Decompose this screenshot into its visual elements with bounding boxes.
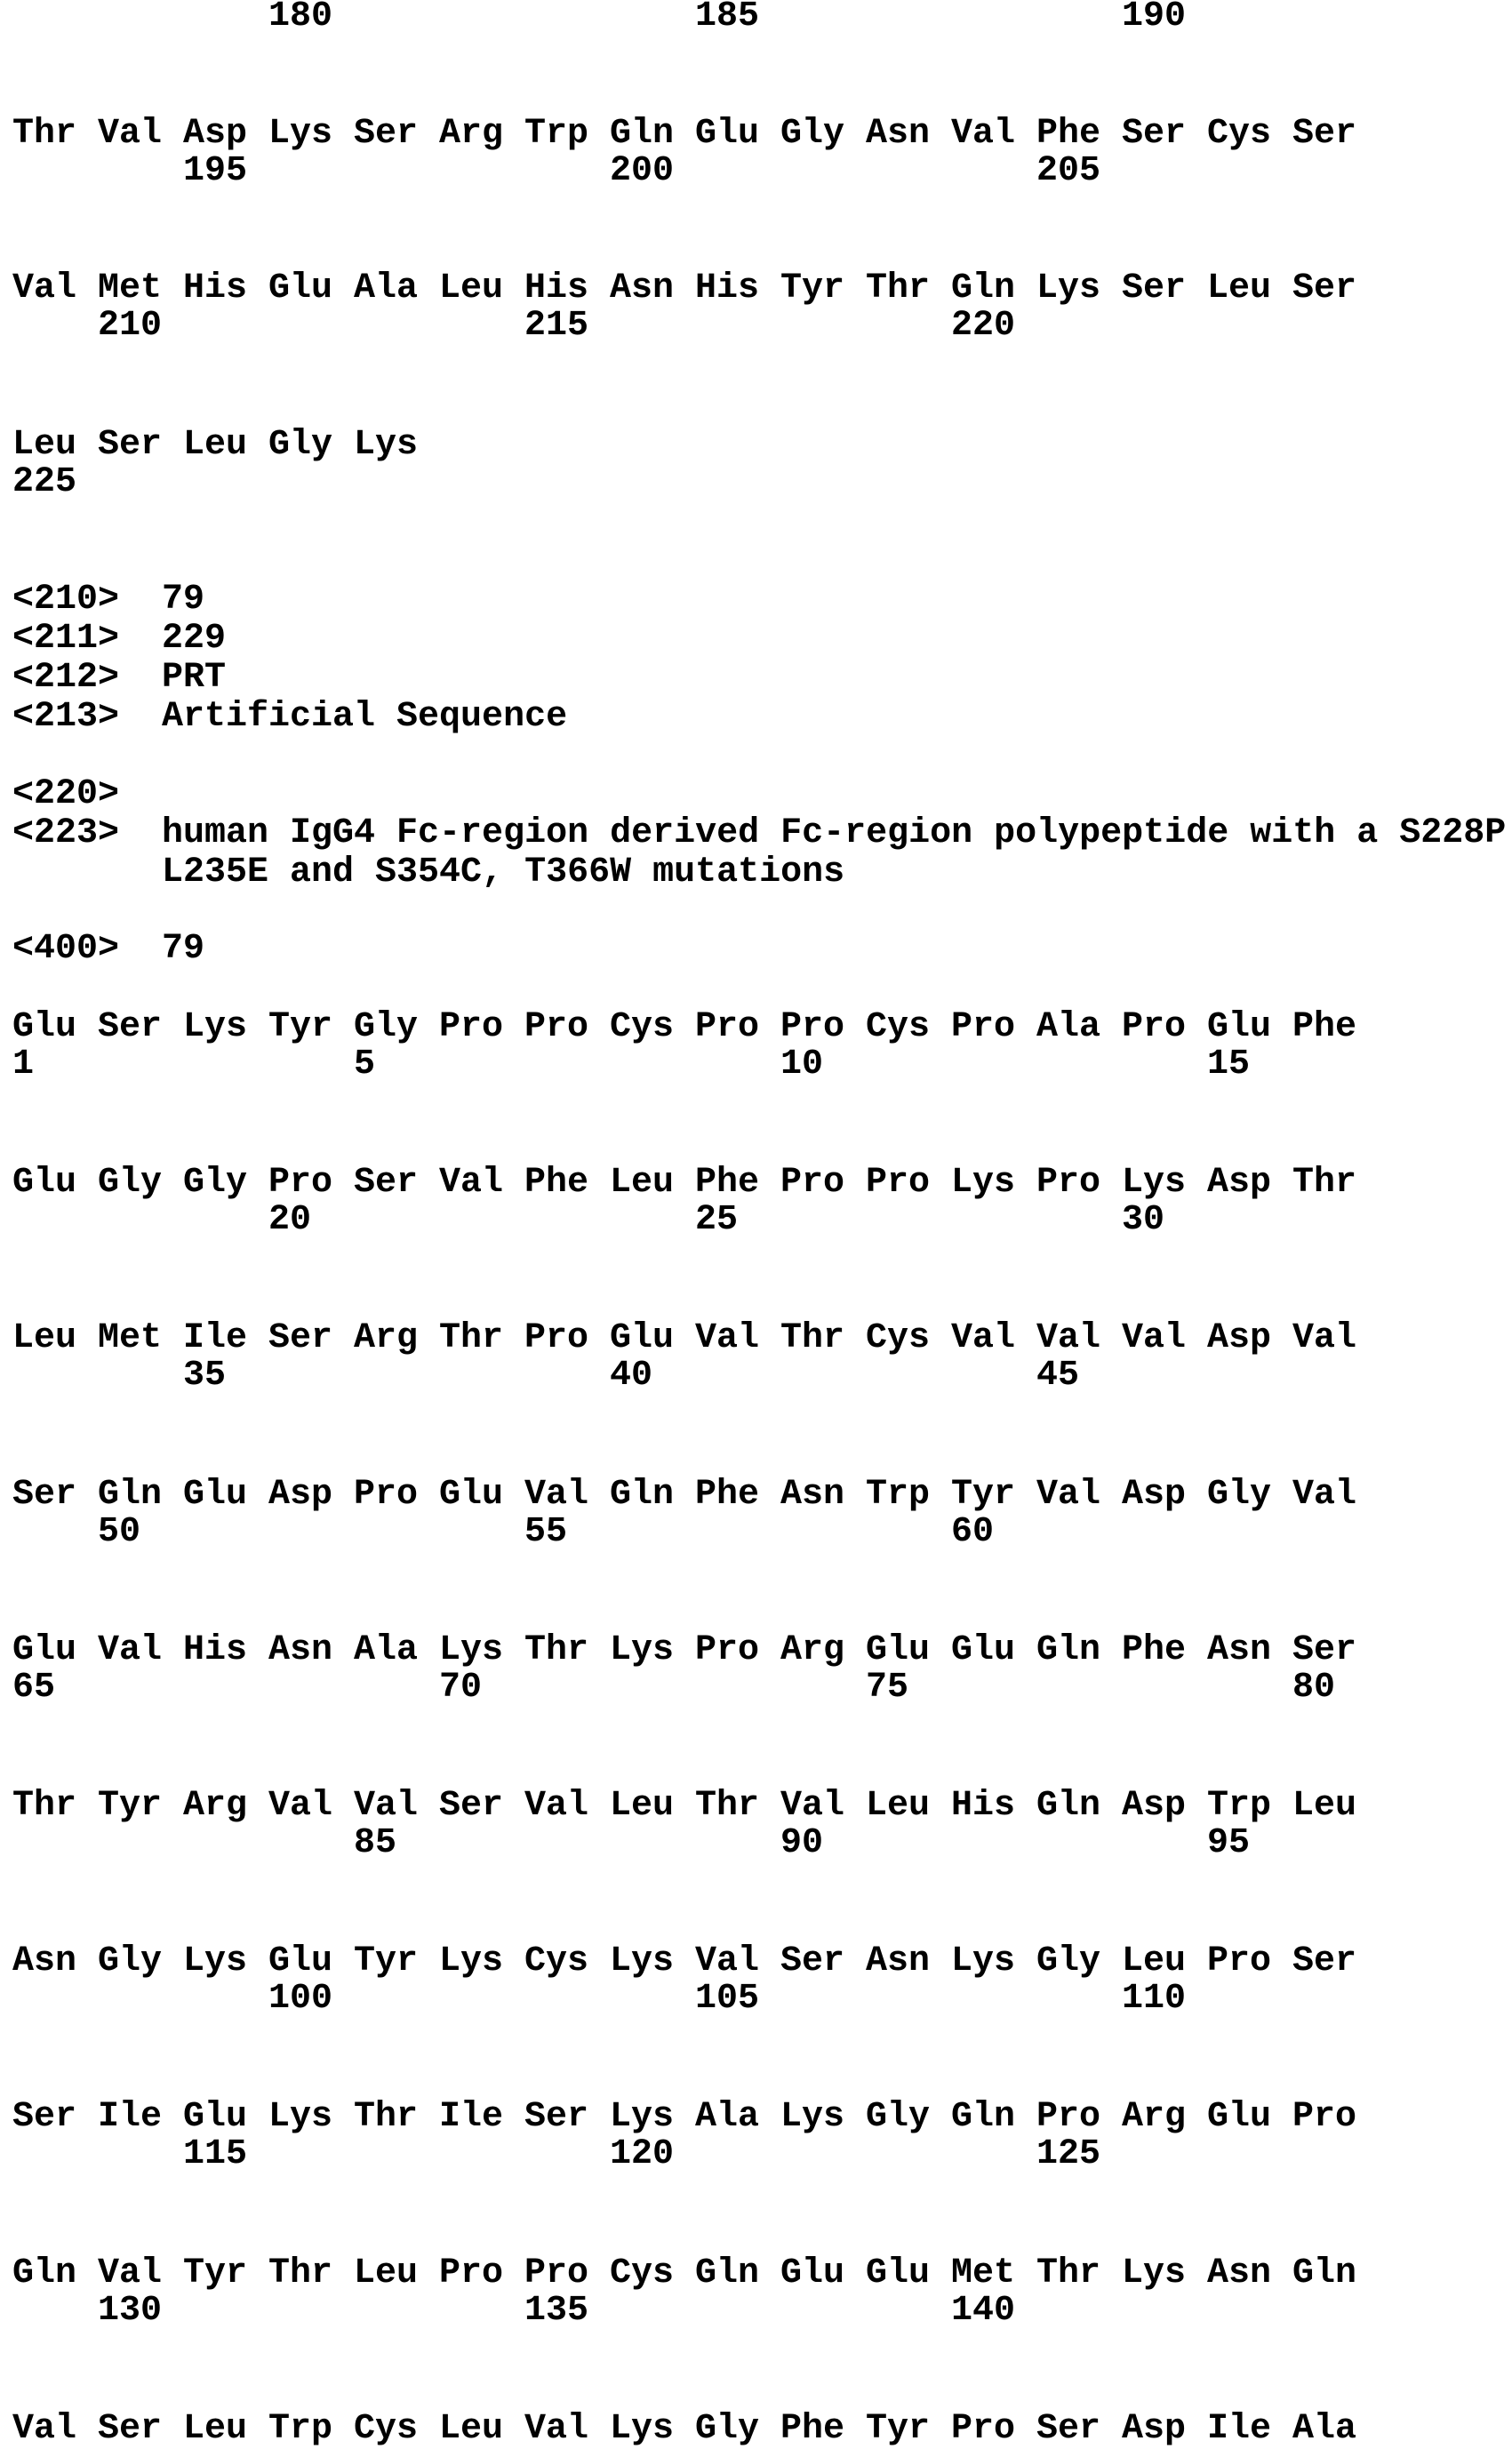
residue: Ser <box>1292 1631 1378 1670</box>
residue: Gly <box>1207 1476 1292 1515</box>
residue: Gly <box>98 1164 183 1203</box>
metadata-value: human IgG4 Fc-region derived Fc-region polypeptide with a S228P <box>162 813 1506 853</box>
residue-number: 180 <box>268 0 332 36</box>
residue: Lys <box>610 1631 695 1670</box>
residue: Asp <box>1207 1164 1292 1203</box>
residue: Lys <box>354 426 439 465</box>
residue: Asp <box>1122 1787 1207 1826</box>
residue: Pro <box>1292 2098 1378 2137</box>
residue: Val <box>524 1787 610 1826</box>
residue: Gln <box>610 1476 695 1515</box>
residue: Lys <box>951 1942 1036 1981</box>
residue: Val <box>98 1631 183 1670</box>
residue-number: 100 <box>268 1980 332 2019</box>
residue: Ser <box>12 1476 98 1515</box>
residue: Cys <box>866 1319 951 1358</box>
residue: Asn <box>1207 1631 1292 1670</box>
residue: Gln <box>1036 1787 1122 1826</box>
metadata-line <box>12 930 204 969</box>
metadata-tag: <212> <box>12 659 162 698</box>
residue: Leu <box>439 2410 524 2449</box>
residue: His <box>951 1787 1036 1826</box>
residue: Leu <box>183 2410 268 2449</box>
residue: Tyr <box>183 2254 268 2293</box>
residue: Gln <box>1036 1631 1122 1670</box>
residue: Gly <box>695 2410 780 2449</box>
residue-number: 35 <box>183 1357 226 1396</box>
residue-number: 85 <box>354 1824 396 1863</box>
residue: Cys <box>610 1008 695 1047</box>
residue: Met <box>951 2254 1036 2293</box>
residue: Pro <box>524 1008 610 1047</box>
residue-number: 30 <box>1122 1201 1164 1240</box>
sequence-row <box>12 1319 1378 1358</box>
residue: Ile <box>98 2098 183 2137</box>
residue: Ser <box>439 1787 524 1826</box>
residue: Arg <box>1122 2098 1207 2137</box>
metadata-tag: <223> <box>12 814 162 853</box>
residue-number: 5 <box>354 1045 375 1084</box>
residue: Met <box>98 1319 183 1358</box>
residue: Lys <box>610 1942 695 1981</box>
sequence-row <box>12 269 1378 308</box>
residue: Tyr <box>866 2410 951 2449</box>
residue: Glu <box>183 1476 268 1515</box>
residue-number: 130 <box>98 2292 162 2331</box>
metadata-tag: <213> <box>12 698 162 737</box>
residue: Val <box>354 1787 439 1826</box>
metadata-line <box>12 814 1506 853</box>
residue-number: 185 <box>695 0 759 36</box>
residue: Ser <box>524 2098 610 2137</box>
residue: Lys <box>1122 1164 1207 1203</box>
residue: Lys <box>183 1942 268 1981</box>
residue: Glu <box>866 1631 951 1670</box>
residue: Asp <box>1122 1476 1207 1515</box>
residue: Tyr <box>268 1008 354 1047</box>
residue: Ala <box>354 269 439 308</box>
residue: Leu <box>1122 1942 1207 1981</box>
residue: Ser <box>98 1008 183 1047</box>
residue: Gly <box>1036 1942 1122 1981</box>
residue: Asn <box>866 115 951 154</box>
residue: Lys <box>780 2098 866 2137</box>
residue: Pro <box>1036 2098 1122 2137</box>
residue: Arg <box>354 1319 439 1358</box>
residue-number: 125 <box>1036 2135 1100 2174</box>
residue: Thr <box>439 1319 524 1358</box>
residue: Trp <box>268 2410 354 2449</box>
residue: Pro <box>1036 1164 1122 1203</box>
residue: Pro <box>439 1008 524 1047</box>
residue: Ser <box>1122 115 1207 154</box>
residue: Val <box>1036 1319 1122 1358</box>
residue: Leu <box>610 1787 695 1826</box>
residue: Arg <box>439 115 524 154</box>
residue: Leu <box>12 1319 98 1358</box>
residue: Ser <box>1292 1942 1378 1981</box>
residue: Asn <box>1207 2254 1292 2293</box>
residue: Phe <box>1122 1631 1207 1670</box>
residue: Cys <box>1207 115 1292 154</box>
residue: Leu <box>866 1787 951 1826</box>
residue: Gln <box>12 2254 98 2293</box>
residue: Leu <box>12 426 98 465</box>
sequence-row <box>12 1008 1378 1047</box>
metadata-tag: <210> <box>12 580 162 620</box>
residue: Cys <box>354 2410 439 2449</box>
residue: Pro <box>951 2410 1036 2449</box>
residue: Pro <box>951 1008 1036 1047</box>
residue-number: 90 <box>780 1824 823 1863</box>
residue: Pro <box>524 1319 610 1358</box>
residue-number: 60 <box>951 1513 994 1552</box>
residue: Leu <box>354 2254 439 2293</box>
residue: Val <box>524 1476 610 1515</box>
residue: Glu <box>610 1319 695 1358</box>
residue: Val <box>695 1319 780 1358</box>
residue: Glu <box>866 2254 951 2293</box>
residue-number: 1 <box>12 1045 34 1084</box>
residue: Val <box>524 2410 610 2449</box>
residue: Thr <box>866 269 951 308</box>
residue: Val <box>780 1787 866 1826</box>
residue: Lys <box>183 1008 268 1047</box>
residue: Val <box>98 2254 183 2293</box>
residue-number: 105 <box>695 1980 759 2019</box>
residue: Pro <box>866 1164 951 1203</box>
residue: Pro <box>695 1008 780 1047</box>
metadata-line <box>12 580 204 620</box>
residue: Phe <box>780 2410 866 2449</box>
residue: Lys <box>610 2410 695 2449</box>
residue-number: 20 <box>268 1201 311 1240</box>
residue: Ala <box>695 2098 780 2137</box>
residue: Glu <box>12 1164 98 1203</box>
residue-number: 200 <box>610 152 674 191</box>
residue: Val <box>1292 1319 1378 1358</box>
residue: Glu <box>1207 1008 1292 1047</box>
residue: Gln <box>98 1476 183 1515</box>
residue: Thr <box>12 1787 98 1826</box>
residue: Thr <box>1036 2254 1122 2293</box>
residue: Val <box>1036 1476 1122 1515</box>
residue: Ala <box>354 1631 439 1670</box>
metadata-value: 79 <box>162 580 204 620</box>
residue: Pro <box>1207 1942 1292 1981</box>
residue: Asn <box>780 1476 866 1515</box>
residue: Pro <box>268 1164 354 1203</box>
sequence-row <box>12 1942 1378 1981</box>
residue-number: 45 <box>1036 1357 1079 1396</box>
residue: Glu <box>780 2254 866 2293</box>
residue: Thr <box>268 2254 354 2293</box>
residue: Thr <box>524 1631 610 1670</box>
residue: Val <box>12 269 98 308</box>
residue: Val <box>951 1319 1036 1358</box>
residue: Cys <box>610 2254 695 2293</box>
residue-number: 65 <box>12 1669 55 1708</box>
residue-number: 140 <box>951 2292 1015 2331</box>
residue: Phe <box>695 1476 780 1515</box>
residue: Ser <box>1036 2410 1122 2449</box>
residue-number: 50 <box>98 1513 140 1552</box>
residue: Glu <box>183 2098 268 2137</box>
residue: Val <box>268 1787 354 1826</box>
residue-number: 75 <box>866 1669 908 1708</box>
residue: Lys <box>439 1942 524 1981</box>
residue: Pro <box>780 1008 866 1047</box>
residue: Gly <box>866 2098 951 2137</box>
residue: Tyr <box>951 1476 1036 1515</box>
residue: Tyr <box>780 269 866 308</box>
residue: Ser <box>268 1319 354 1358</box>
residue: Glu <box>951 1631 1036 1670</box>
residue: Trp <box>1207 1787 1292 1826</box>
residue: Tyr <box>354 1942 439 1981</box>
sequence-row <box>12 1631 1378 1670</box>
residue: Gly <box>354 1008 439 1047</box>
residue: Glu <box>1207 2098 1292 2137</box>
sequence-row <box>12 426 439 465</box>
residue-number: 95 <box>1207 1824 1250 1863</box>
metadata-tag: <400> <box>12 930 162 969</box>
residue: Ser <box>98 426 183 465</box>
residue: Ser <box>354 1164 439 1203</box>
residue: Pro <box>439 2254 524 2293</box>
residue: Glu <box>268 269 354 308</box>
residue: Cys <box>524 1942 610 1981</box>
sequence-row <box>12 1787 1378 1826</box>
residue: Asp <box>1122 2410 1207 2449</box>
residue: Cys <box>866 1008 951 1047</box>
residue: His <box>183 1631 268 1670</box>
residue-number: 225 <box>12 463 76 502</box>
metadata-line <box>12 775 162 814</box>
sequence-row <box>12 2410 1378 2449</box>
residue: His <box>524 269 610 308</box>
residue: Ala <box>1036 1008 1122 1047</box>
residue: Lys <box>1122 2254 1207 2293</box>
residue: Leu <box>439 269 524 308</box>
residue: Lys <box>610 2098 695 2137</box>
residue: Ser <box>12 2098 98 2137</box>
residue: Phe <box>524 1164 610 1203</box>
metadata-tag: <211> <box>12 620 162 659</box>
sequence-row <box>12 2098 1378 2137</box>
residue: Arg <box>183 1787 268 1826</box>
residue-number: 195 <box>183 152 247 191</box>
residue-number: 190 <box>1122 0 1186 36</box>
residue: Glu <box>12 1631 98 1670</box>
residue: Thr <box>695 1787 780 1826</box>
residue: Val <box>439 1164 524 1203</box>
residue-number: 205 <box>1036 152 1100 191</box>
residue: Glu <box>439 1476 524 1515</box>
residue: Ile <box>1207 2410 1292 2449</box>
residue: Gln <box>610 115 695 154</box>
metadata-tag: <220> <box>12 775 162 814</box>
residue-number: 110 <box>1122 1980 1186 2019</box>
residue: Val <box>1292 1476 1378 1515</box>
residue: Tyr <box>98 1787 183 1826</box>
residue: Val <box>98 115 183 154</box>
sequence-row <box>12 115 1378 154</box>
residue: Thr <box>1292 1164 1378 1203</box>
residue-number: 120 <box>610 2135 674 2174</box>
residue: Asn <box>268 1631 354 1670</box>
residue: Gln <box>951 269 1036 308</box>
residue: Pro <box>695 1631 780 1670</box>
residue: Arg <box>780 1631 866 1670</box>
residue: Phe <box>695 1164 780 1203</box>
residue-number: 80 <box>1292 1669 1335 1708</box>
metadata-value: 229 <box>162 619 226 659</box>
residue: Ile <box>439 2098 524 2137</box>
residue: Val <box>1122 1319 1207 1358</box>
metadata-value: PRT <box>162 658 226 698</box>
residue: Trp <box>866 1476 951 1515</box>
residue: Asn <box>866 1942 951 1981</box>
residue: Gly <box>98 1942 183 1981</box>
residue: Lys <box>951 1164 1036 1203</box>
residue: Trp <box>524 115 610 154</box>
residue-number: 70 <box>439 1669 482 1708</box>
residue: Asp <box>268 1476 354 1515</box>
residue: Glu <box>695 115 780 154</box>
residue: Ile <box>183 1319 268 1358</box>
residue-number: 210 <box>98 307 162 346</box>
residue: Val <box>951 115 1036 154</box>
residue: Gly <box>183 1164 268 1203</box>
residue-number: 220 <box>951 307 1015 346</box>
residue: Ser <box>1122 269 1207 308</box>
residue: Pro <box>1122 1008 1207 1047</box>
residue: Pro <box>780 1164 866 1203</box>
metadata-line <box>12 659 226 698</box>
residue: Leu <box>183 426 268 465</box>
residue: Lys <box>1036 269 1122 308</box>
residue-number: 215 <box>524 307 588 346</box>
residue: Asn <box>610 269 695 308</box>
residue: Val <box>695 1942 780 1981</box>
residue-number: 135 <box>524 2292 588 2331</box>
metadata-value: 79 <box>162 929 204 969</box>
residue: Thr <box>354 2098 439 2137</box>
residue: Pro <box>354 1476 439 1515</box>
residue: Val <box>12 2410 98 2449</box>
residue: Asp <box>1207 1319 1292 1358</box>
residue: Glu <box>12 1008 98 1047</box>
residue: Ser <box>1292 115 1378 154</box>
metadata-line <box>12 620 226 659</box>
residue-number: 25 <box>695 1201 738 1240</box>
residue: His <box>183 269 268 308</box>
residue-number: 15 <box>1207 1045 1250 1084</box>
residue: Asp <box>183 115 268 154</box>
residue: Lys <box>268 2098 354 2137</box>
metadata-continuation <box>12 853 844 892</box>
residue: Ser <box>354 115 439 154</box>
residue: Gln <box>1292 2254 1378 2293</box>
residue: Thr <box>12 115 98 154</box>
residue: Pro <box>524 2254 610 2293</box>
residue: Gly <box>780 115 866 154</box>
residue: Ser <box>1292 269 1378 308</box>
residue: Leu <box>610 1164 695 1203</box>
residue: His <box>695 269 780 308</box>
residue: Lys <box>439 1631 524 1670</box>
residue: Leu <box>1207 269 1292 308</box>
residue: Asn <box>12 1942 98 1981</box>
residue: Gln <box>695 2254 780 2293</box>
residue-number: 40 <box>610 1357 652 1396</box>
residue-number: 115 <box>183 2135 247 2174</box>
residue: Lys <box>268 115 354 154</box>
residue: Phe <box>1036 115 1122 154</box>
residue: Phe <box>1292 1008 1378 1047</box>
sequence-row <box>12 1164 1378 1203</box>
residue: Ser <box>780 1942 866 1981</box>
metadata-value: Artificial Sequence <box>162 697 567 737</box>
sequence-row <box>12 1476 1378 1515</box>
residue: Gly <box>268 426 354 465</box>
residue: Leu <box>1292 1787 1378 1826</box>
residue-number: 10 <box>780 1045 823 1084</box>
residue: Ser <box>98 2410 183 2449</box>
metadata-value: L235E and S354C, T366W mutations <box>162 852 844 892</box>
metadata-line <box>12 698 567 737</box>
residue: Gln <box>951 2098 1036 2137</box>
residue: Met <box>98 269 183 308</box>
residue: Glu <box>268 1942 354 1981</box>
sequence-row <box>12 2254 1378 2293</box>
residue-number: 55 <box>524 1513 567 1552</box>
residue: Thr <box>780 1319 866 1358</box>
residue: Ala <box>1292 2410 1378 2449</box>
